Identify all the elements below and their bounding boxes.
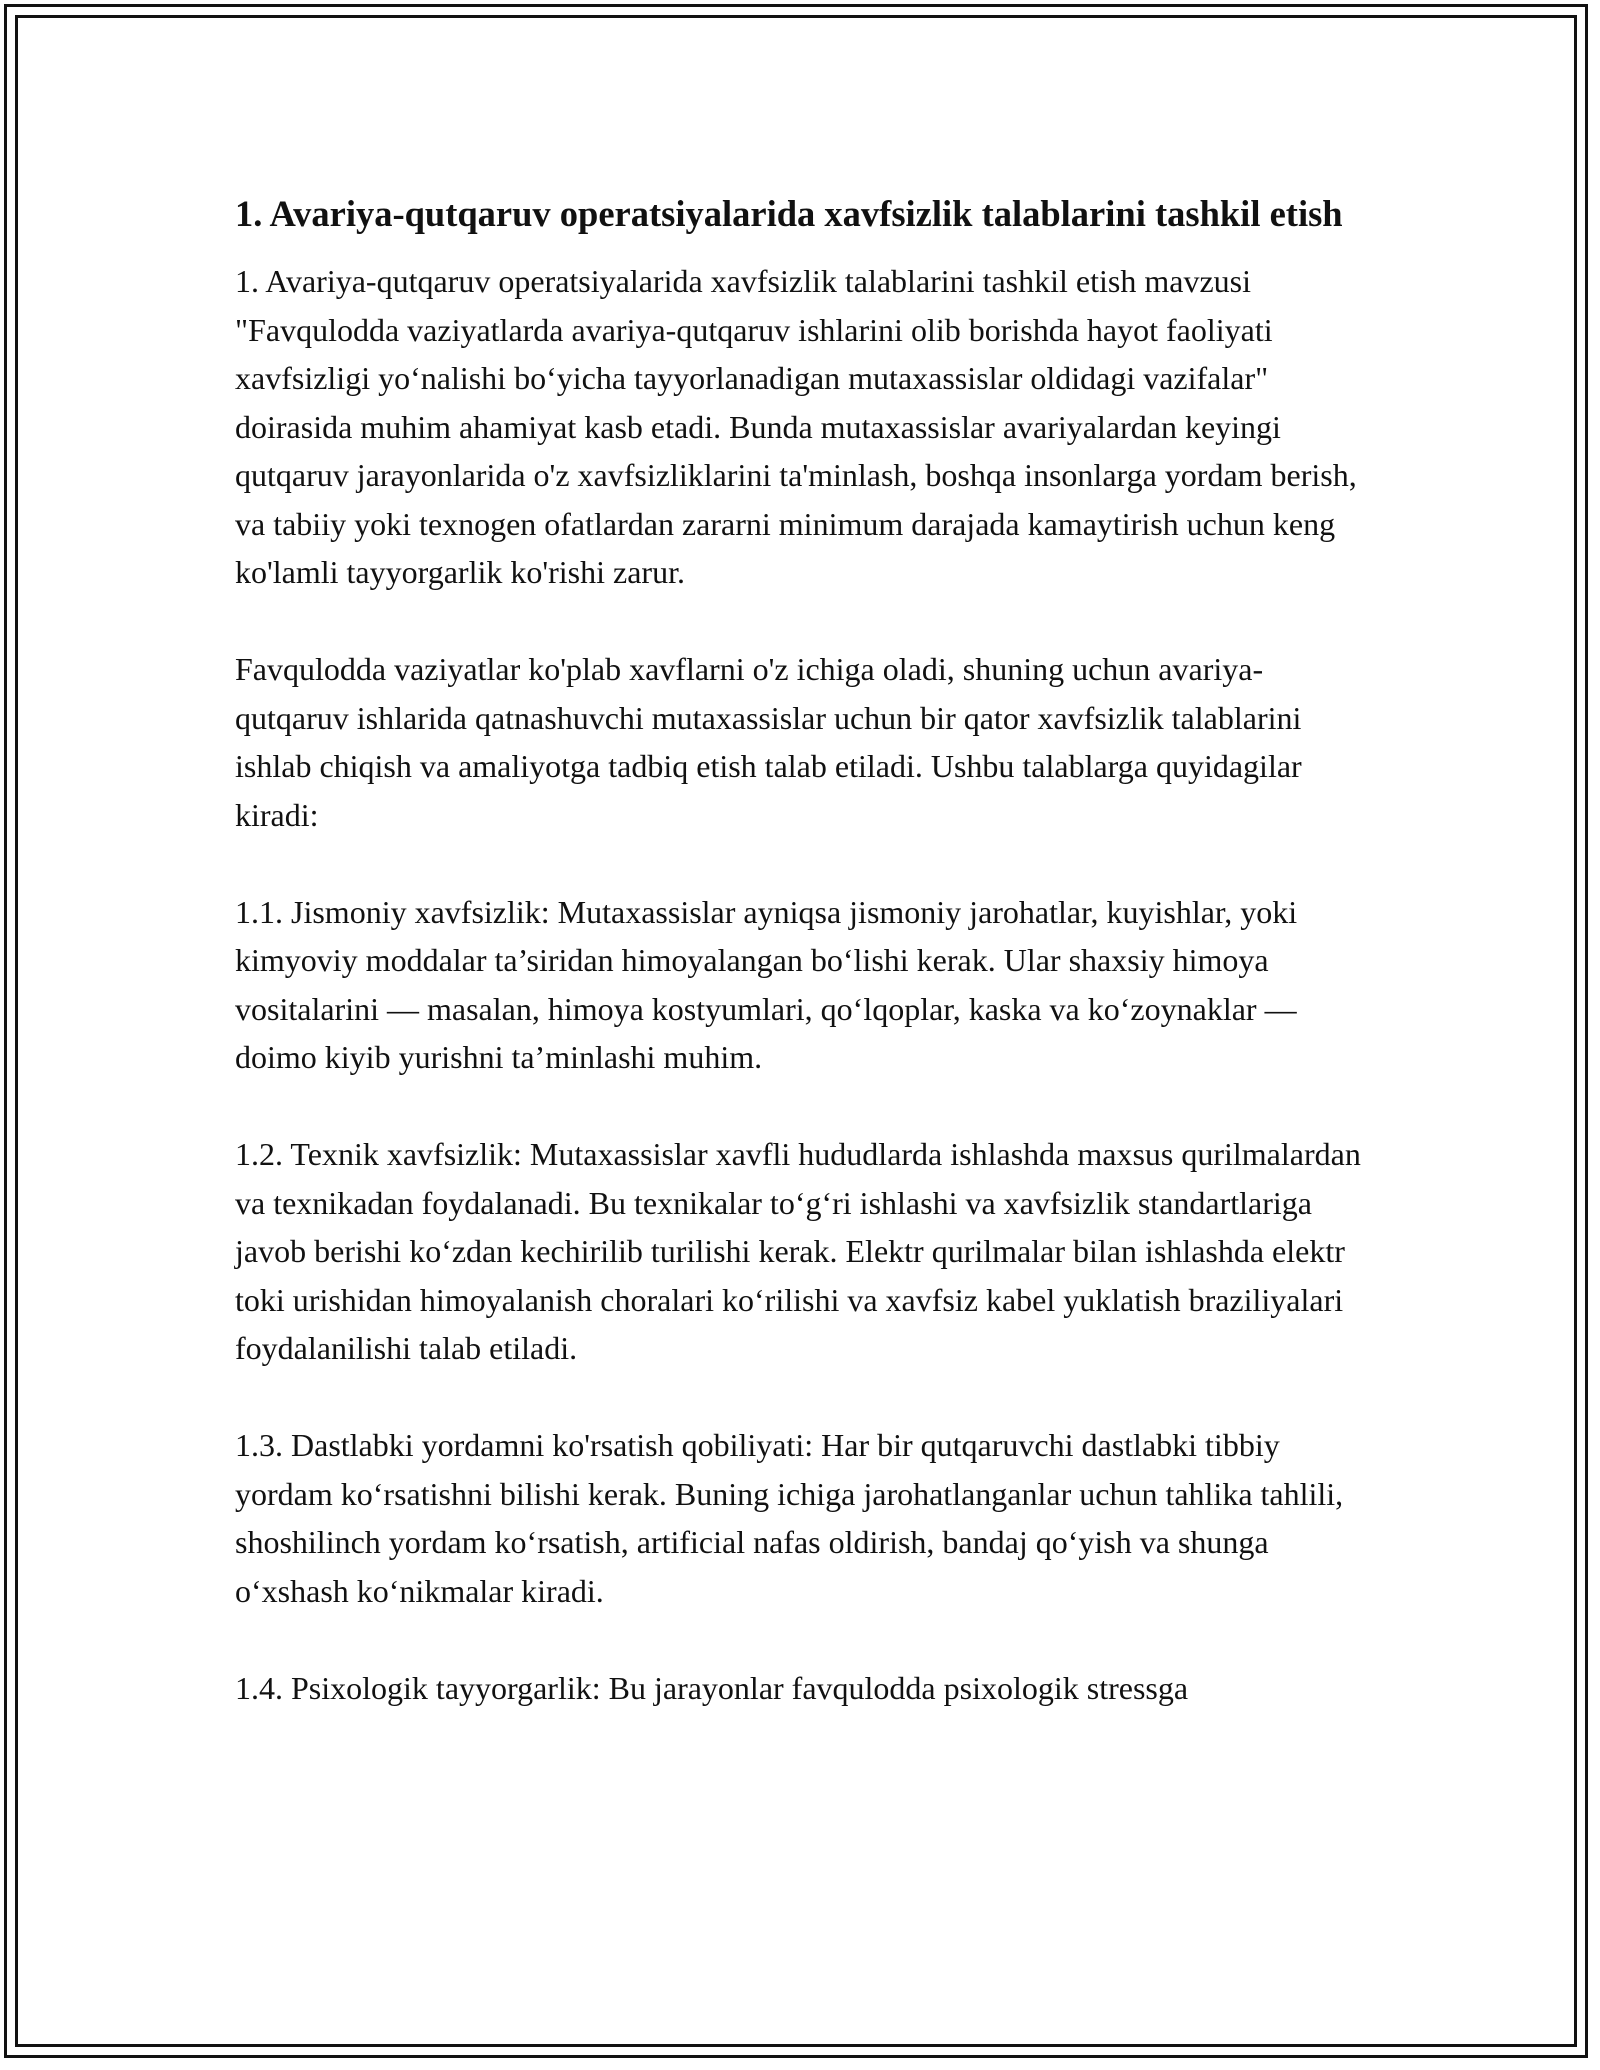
paragraph-technical-safety: 1.2. Texnik xavfsizlik: Mutaxassislar xavfli hududlarda ishlashda maxsus qurilmalardan va texnikadan foydalanadi. Bu texnikalar to‘g‘ri ishlashi va xavfsizlik standartlariga javob berishi ko‘zdan kechirilib turilishi kerak. Elektr qurilmalar bilan ishlashda elektr toki urishidan himoyalanish choralari ko‘rilishi va xavfsiz kabel yuklatish braziliyalari foydalanilishi talab etiladi. (235, 1136, 1361, 1366)
paragraph-requirements: Favqulodda vaziyatlar ko'plab xavflarni o'z ichiga oladi, shuning uchun avariya-qutqaruv ishlarida qatnashuvchi mutaxassislar uchun bir qator xavfsizlik talablarini ishlab chiqish va amaliyotga tadbiq etish talab etiladi. Ushbu talablarga quyidagilar kiradi: (235, 651, 1302, 833)
document-heading: 1. Avariya-qutqaruv operatsiyalarida xavfsizlik talablarini tashkil etish (235, 193, 1343, 234)
paragraph-intro: 1. Avariya-qutqaruv operatsiyalarida xavfsizlik talablarini tashkil etish mavzusi "Favqulodda vaziyatlarda avariya-qutqaruv ishlarini olib borishda hayot faoliyati xavfsizligi yo‘nalishi bo‘yicha tayyorlanadigan mutaxassislar oldidagi vazifalar" doirasida muhim ahamiyat kasb etadi. Bunda mutaxassislar avariyalardan keyingi qutqaruv jarayonlarida o'z xavfsizliklarini ta'minlash, boshqa insonlarga yordam berish, va tabiiy yoki texnogen ofatlardan zararni minimum darajada kamaytirish uchun keng ko'lamli tayyorgarlik ko'rishi zarur. (235, 263, 1357, 590)
paragraph-psychological: 1.4. Psixologik tayyorgarlik: Bu jarayonlar favqulodda psixologik stressga (235, 1669, 1189, 1706)
paragraph-first-aid: 1.3. Dastlabki yordamni ko'rsatish qobiliyati: Har bir qutqaruvchi dastlabki tibbiy yordam ko‘rsatishni bilishi kerak. Buning ichiga jarohatlanganlar uchun tahlika tahlili, shoshilinch yordam ko‘rsatish, artificial nafas oldirish, bandaj qo‘yish va shunga o‘xshash ko‘nikmalar kiradi. (235, 1427, 1344, 1609)
document-body (235, 186, 1375, 1712)
paragraph-physical-safety: 1.1. Jismoniy xavfsizlik: Mutaxassislar ayniqsa jismoniy jarohatlar, kuyishlar, yoki kimyoviy moddalar ta’siridan himoyalangan bo‘lishi kerak. Ular shaxsiy himoya vositalarini — masalan, himoya kostyumlari, qo‘lqoplar, kaska va ko‘zoynaklar — doimo kiyib yurishni ta’minlashi muhim. (235, 893, 1298, 1075)
